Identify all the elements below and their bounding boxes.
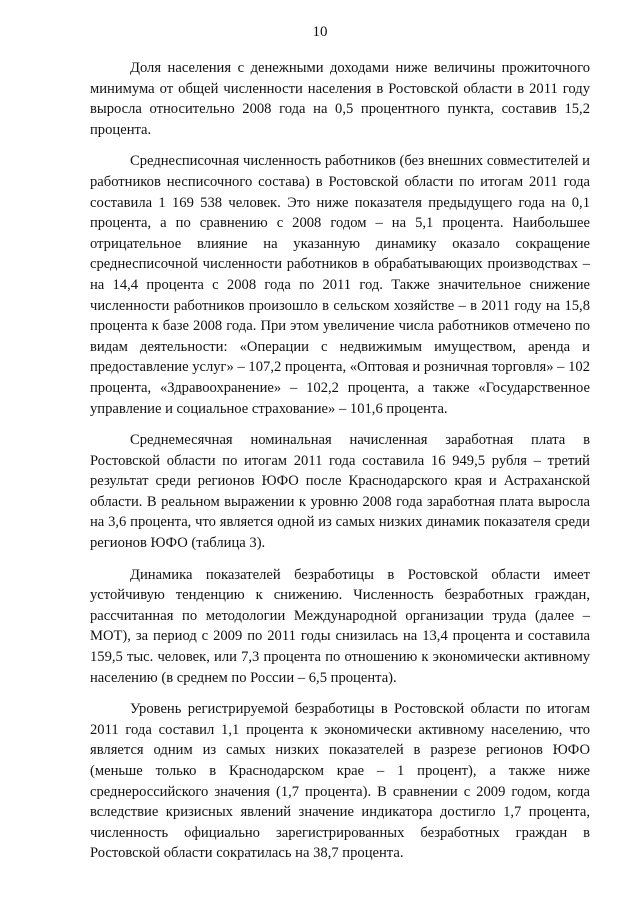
paragraph-unemployment-dynamics: Динамика показателей безработицы в Ростовской области имеет устойчивую тенденцию к снижению. Численность безработных граждан, рассчитанная по методологии Международной организации труда (далее – МОТ), за период с 2009 по 2011 годы снизилась на 13,4 процента и составила 159,5 тыс. человек, или 7,3 процента по отношению к экономически активному населению (в среднем по России – 6,5 процента).: [90, 566, 590, 686]
document-body: [90, 58, 590, 875]
page-number: 10: [312, 24, 328, 40]
paragraph-registered-unemployment: Уровень регистрируемой безработицы в Ростовской области по итогам 2011 года составил 1,1 процента к экономически активному населению, что является одним из самых низких показателей в разрезе регионов ЮФО (меньше только в Краснодарском крае – 1 процент), а также ниже среднероссийского значения (1,7 процента). В сравнении с 2009 годом, когда вследствие кризисных явлений значение индикатора достигло 1,7 процента, численность официально зарегистрированных безработных граждан в Ростовской области сократилась на 38,7 процента.: [90, 701, 590, 862]
paragraph-poverty-share: Доля населения с денежными доходами ниже величины прожиточного минимума от общей численности населения в Ростовской области в 2011 году выросла относительно 2008 года на 0,5 процентного пункта, составив 15,2 процента.: [90, 60, 590, 138]
paragraph-average-wage: Среднемесячная номинальная начисленная заработная плата в Ростовской области по итогам 2011 года составила 16 949,5 рубля – третий результат среди регионов ЮФО после Краснодарского края и Астраханской области. В реальном выражении к уровню 2008 года заработная плата выросла на 3,6 процента, что является одной из самых низких динамик показателя среди регионов ЮФО (таблица 3).: [90, 432, 590, 552]
paragraph-employee-headcount: Среднесписочная численность работников (без внешних совместителей и работников несписочного состава) в Ростовской области по итогам 2011 года составила 1 169 538 человек. Это ниже показателя предыдущего года на 0,1 процента, а по сравнению с 2008 годом – на 5,1 процента. Наибольшее отрицательное влияние на указанную динамику оказало сокращение среднесписочной численности работников в обрабатывающих производствах – на 14,4 процента с 2008 года по 2011 год. Также значительное снижение численности работников произошло в сельском хозяйстве – в 2011 году на 15,8 процента к базе 2008 года. При этом увеличение числа работников отмечено по видам деятельности: «Операции с недвижимым имуществом, аренда и предоставление услуг» – 107,2 процента, «Оптовая и розничная торговля» – 102 процента, «Здравоохранение» – 102,2 процента, а также «Государственное управление и социальное страхование» – 101,6 процента.: [90, 153, 590, 417]
